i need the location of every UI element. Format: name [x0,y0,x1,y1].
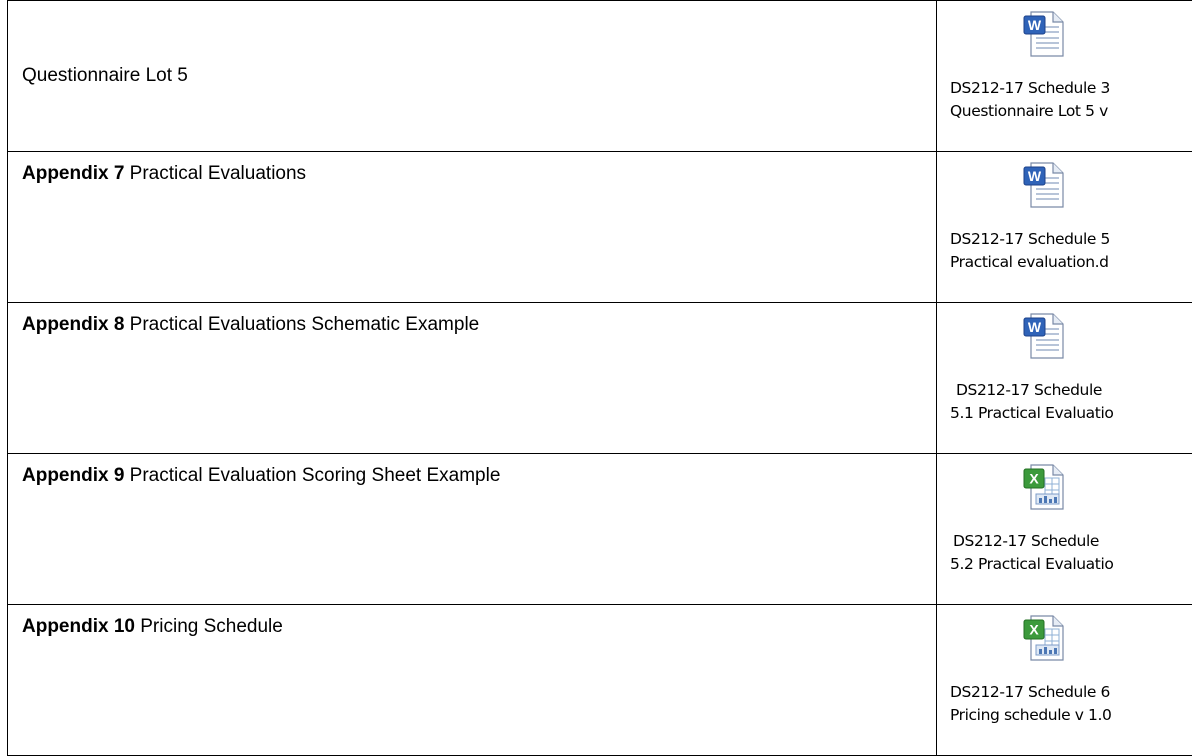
excel-spreadsheet-icon [1023,615,1065,661]
embedded-word-document[interactable] [937,152,1186,302]
attachment-cell [937,152,1192,303]
row-title: Practical Evaluations Schematic Example [124,314,479,335]
table-row [8,152,1192,303]
attachment-caption [950,379,1175,425]
attachment-filename-line2: 5.1 Practical Evaluatio [950,402,1175,425]
svg-text:W: W [1028,168,1042,184]
word-document-icon [1023,313,1065,359]
attachment-cell [937,605,1192,756]
row-label [8,152,937,303]
row-label [8,605,937,756]
svg-text:W: W [1028,319,1042,335]
table-row [8,303,1192,454]
appendix-number: Appendix 7 [22,163,124,184]
svg-text:X: X [1029,471,1039,487]
row-title: Pricing Schedule [135,616,283,637]
embedded-word-document[interactable] [937,1,1186,151]
attachment-filename-line1: DS212-17 Schedule [953,379,1175,402]
attachment-filename-line1: DS212-17 Schedule 3 [950,77,1172,100]
svg-text:W: W [1028,17,1042,33]
embedded-excel-spreadsheet[interactable] [937,454,1186,604]
row-label [8,454,937,605]
row-title: Practical Evaluation Scoring Sheet Example [124,465,500,486]
table-row [8,1,1192,152]
attachment-filename-line2: Questionnaire Lot 5 v [950,100,1172,123]
attachment-filename-line2: Pricing schedule v 1.0 [950,704,1172,727]
attachment-filename-line1: DS212-17 Schedule 6 [950,681,1172,704]
row-title: Practical Evaluations [124,163,306,184]
table-row [8,454,1192,605]
attachment-filename-line2: Practical evaluation.d [950,251,1172,274]
attachment-filename-line2: 5.2 Practical Evaluatio [950,553,1172,576]
attachment-cell [937,454,1192,605]
word-document-icon [1023,11,1065,57]
attachment-filename-line1: DS212-17 Schedule 5 [950,228,1172,251]
appendix-number: Appendix 8 [22,314,124,335]
attachment-caption [950,77,1172,123]
word-document-icon [1023,162,1065,208]
excel-spreadsheet-icon [1023,464,1065,510]
row-label [8,1,937,152]
appendix-number: Appendix 10 [22,616,135,637]
svg-text:X: X [1029,622,1039,638]
embedded-word-document[interactable] [937,303,1186,453]
embedded-excel-spreadsheet[interactable] [937,605,1186,755]
attachment-caption [950,530,1172,576]
appendix-number: Appendix 9 [22,465,124,486]
attachment-cell [937,1,1192,152]
attachment-caption [950,228,1172,274]
attachment-caption [950,681,1172,727]
row-title: Questionnaire Lot 5 [22,65,188,86]
attachment-cell [937,303,1192,454]
row-label [8,303,937,454]
table-row [8,605,1192,756]
appendix-table [7,0,1192,756]
attachment-filename-line1: DS212-17 Schedule [950,530,1172,553]
